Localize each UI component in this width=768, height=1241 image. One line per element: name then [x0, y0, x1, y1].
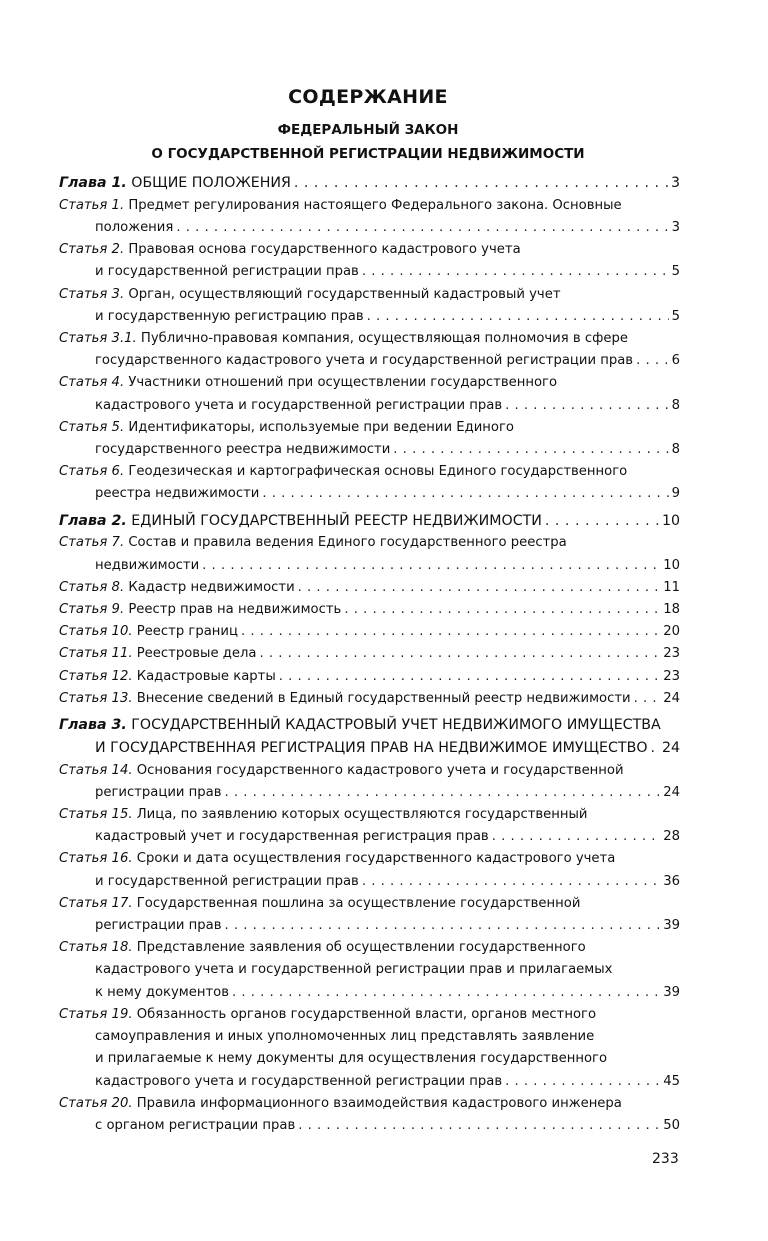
toc-article-entry[interactable]: [59, 666, 680, 688]
toc-entry-line: [59, 782, 680, 804]
toc-entry-line: [59, 284, 680, 306]
toc-entry-prefix: Статья 16.: [59, 851, 133, 867]
toc-article-entry[interactable]: [59, 848, 680, 892]
toc-entry-text: Публично-правовая компания, осуществляющая полномочия в сфере: [140, 331, 628, 347]
toc-page-number: 36: [663, 873, 680, 889]
toc-page-number: 23: [663, 668, 680, 684]
toc-entry-prefix: Статья 12.: [59, 668, 133, 684]
toc-entry-prefix: Статья 14.: [59, 762, 133, 778]
toc-entry-text: Правила информационного взаимодействия кадастрового инженера: [136, 1095, 622, 1111]
toc-entry-prefix: Статья 1.: [59, 197, 125, 213]
toc-entry-prefix: Статья 20.: [59, 1095, 133, 1111]
toc-entry-text: Идентификаторы, используемые при ведении Единого: [128, 419, 514, 435]
toc-entry-text: Реестр прав на недвижимость: [128, 602, 342, 618]
toc-entry-text: И ГОСУДАРСТВЕННАЯ РЕГИСТРАЦИЯ ПРАВ НА НЕДВИЖИМОЕ ИМУЩЕСТВО: [95, 739, 648, 756]
toc-entry-text: Обязанность органов государственной власти, органов местного: [136, 1006, 597, 1022]
toc-chapter-entry[interactable]: [59, 714, 680, 760]
toc-entry-prefix: Статья 3.1.: [59, 331, 137, 347]
toc-entry-line: [59, 737, 680, 760]
toc-entry-text: Лица, по заявлению которых осуществляются государственный: [136, 807, 588, 823]
toc-page-number: 39: [663, 984, 680, 1000]
toc-entry-line: [59, 483, 680, 505]
toc-article-entry[interactable]: [59, 937, 680, 1004]
toc-entry-text: ЕДИНЫЙ ГОСУДАРСТВЕННЫЙ РЕЕСТР НЕДВИЖИМОСТИ: [131, 512, 542, 529]
toc-article-entry[interactable]: [59, 760, 680, 804]
toc-page-number: 8: [671, 442, 680, 458]
toc-page-number: 45: [663, 1073, 680, 1089]
toc-entry-line: [59, 871, 680, 893]
toc-entry-line: [59, 261, 680, 283]
toc-page-number: 50: [663, 1117, 680, 1133]
toc-entry-line: [59, 417, 680, 439]
dot-leader: [545, 510, 659, 533]
toc-entry-line: [59, 510, 680, 533]
dot-leader: [262, 483, 668, 505]
toc-entry-line: [59, 982, 680, 1004]
toc-entry-line: [59, 714, 680, 737]
toc-entry-text: и государственную регистрацию прав: [95, 308, 364, 324]
toc-entry-line: [59, 532, 680, 554]
toc-page-number: 10: [661, 512, 680, 529]
toc-entry-prefix: Статья 6.: [59, 464, 125, 480]
toc-entry-text: Реестр границ: [136, 624, 238, 640]
toc-entry-text: Внесение сведений в Единый государственный реестр недвижимости: [136, 690, 631, 706]
toc-chapter-entry[interactable]: [59, 172, 680, 195]
toc-entry-prefix: Статья 10.: [59, 624, 133, 640]
dot-leader: [202, 555, 660, 577]
toc-entry-prefix: Статья 3.: [59, 286, 125, 302]
toc-entry-line: [59, 666, 680, 688]
toc-article-entry[interactable]: [59, 577, 680, 599]
toc-entry-text: Геодезическая и картографическая основы Единого государственного: [128, 464, 628, 480]
toc-entry-line: [59, 217, 680, 239]
toc-entry-text: самоуправления и иных уполномоченных лиц представлять заявление: [95, 1029, 595, 1045]
toc-entry-line: [59, 1026, 680, 1048]
toc-entry-text: Орган, осуществляющий государственный кадастровый учет: [128, 286, 561, 302]
toc-entry-line: [59, 599, 680, 621]
dot-leader: [232, 982, 660, 1004]
dot-leader: [505, 395, 668, 417]
toc-page-number: 8: [671, 397, 680, 413]
toc-entry-text: Состав и правила ведения Единого государственного реестра: [128, 535, 567, 551]
toc-page-number: 18: [663, 602, 680, 618]
toc-entry-text: Сроки и дата осуществления государственного кадастрового учета: [136, 851, 616, 867]
toc-entry-prefix: Глава 1.: [59, 175, 127, 191]
toc-entry-text: регистрации прав: [95, 784, 222, 800]
toc-entry-text: Правовая основа государственного кадастрового учета: [128, 242, 521, 258]
toc-entry-text: государственного реестра недвижимости: [95, 442, 391, 458]
toc-article-entry[interactable]: [59, 417, 680, 461]
toc-entry-line: [59, 688, 680, 710]
toc-page-number: 11: [663, 579, 680, 595]
dot-leader: [241, 621, 660, 643]
table-of-contents: [59, 172, 680, 1137]
toc-page-number: 5: [671, 308, 680, 324]
toc-entry-line: [59, 328, 680, 350]
toc-entry-prefix: Статья 9.: [59, 602, 125, 618]
toc-entry-line: [59, 306, 680, 328]
toc-entry-text: Реестровые дела: [136, 646, 257, 662]
dot-leader: [505, 1071, 660, 1093]
toc-entry-text: кадастрового учета и государственной регистрации прав: [95, 1073, 503, 1089]
toc-entry-line: [59, 555, 680, 577]
toc-entry-line: [59, 937, 680, 959]
toc-article-entry[interactable]: [59, 372, 680, 416]
toc-entry-text: регистрации прав: [95, 918, 222, 934]
dot-leader: [294, 172, 668, 195]
toc-page-number: 3: [671, 220, 680, 235]
toc-article-entry[interactable]: [59, 328, 680, 372]
toc-entry-line: [59, 915, 680, 937]
toc-entry-text: Кадастр недвижимости: [128, 579, 295, 595]
dot-leader: [634, 688, 661, 710]
toc-entry-text: кадастрового учета и государственной регистрации прав: [95, 397, 503, 413]
toc-entry-prefix: Статья 4.: [59, 375, 125, 391]
dot-leader: [393, 439, 668, 461]
toc-entry-line: [59, 239, 680, 261]
dot-leader: [636, 350, 669, 372]
toc-entry-text: Кадастровые карты: [136, 668, 276, 684]
toc-entry-text: Представление заявления об осуществлении государственного: [136, 940, 586, 956]
toc-article-entry[interactable]: [59, 1004, 680, 1093]
toc-article-entry[interactable]: [59, 532, 680, 576]
toc-entry-text: к нему документов: [95, 984, 229, 1000]
toc-article-entry[interactable]: [59, 195, 680, 239]
toc-entry-prefix: Статья 2.: [59, 242, 125, 258]
toc-entry-line: [59, 395, 680, 417]
dot-leader: [225, 782, 661, 804]
page-number: 233: [652, 1151, 679, 1167]
toc-entry-text: кадастрового учета и государственной регистрации прав и прилагаемых: [95, 962, 613, 978]
dot-leader: [362, 871, 660, 893]
dot-leader: [279, 666, 660, 688]
dot-leader: [225, 915, 661, 937]
toc-entry-line: [59, 621, 680, 643]
dot-leader: [298, 1115, 660, 1137]
toc-entry-line: [59, 643, 680, 665]
toc-entry-line: [59, 959, 680, 981]
dot-leader: [176, 217, 668, 239]
toc-article-entry[interactable]: [59, 804, 680, 848]
toc-entry-line: [59, 893, 680, 915]
toc-page-number: 5: [671, 264, 680, 280]
toc-page-number: 10: [663, 557, 680, 573]
toc-entry-prefix: Глава 2.: [59, 512, 127, 529]
toc-entry-prefix: Глава 3.: [59, 717, 127, 734]
toc-article-entry[interactable]: [59, 461, 680, 505]
toc-article-entry[interactable]: [59, 1093, 680, 1137]
toc-entry-prefix: Статья 8.: [59, 579, 125, 595]
toc-entry-text: и государственной регистрации прав: [95, 264, 359, 280]
toc-entry-line: [59, 1093, 680, 1115]
toc-entry-prefix: Статья 13.: [59, 690, 133, 706]
toc-page-number: 28: [663, 829, 680, 845]
dot-leader: [298, 577, 661, 599]
toc-entry-text: кадастровый учет и государственная регистрация прав: [95, 829, 489, 845]
toc-article-entry[interactable]: [59, 893, 680, 937]
toc-entry-line: [59, 172, 680, 195]
toc-article-entry[interactable]: [59, 621, 680, 643]
toc-entry-text: реестра недвижимости: [95, 486, 260, 502]
toc-entry-line: [59, 1071, 680, 1093]
toc-article-entry[interactable]: [59, 599, 680, 621]
toc-entry-line: [59, 804, 680, 826]
toc-page-number: 23: [663, 646, 680, 662]
toc-entry-prefix: Статья 19.: [59, 1006, 133, 1022]
toc-entry-text: и прилагаемые к нему документы для осуществления государственного: [95, 1051, 608, 1067]
toc-page-number: 9: [671, 486, 680, 502]
toc-entry-text: Основания государственного кадастрового учета и государственной: [136, 762, 624, 778]
toc-page-number: 20: [663, 624, 680, 640]
toc-page-number: 24: [663, 784, 680, 800]
toc-entry-prefix: Статья 11.: [59, 646, 133, 662]
toc-page-number: 24: [661, 739, 680, 756]
dot-leader: [362, 261, 669, 283]
toc-entry-prefix: Статья 7.: [59, 535, 125, 551]
toc-entry-line: [59, 372, 680, 394]
toc-entry-prefix: Статья 18.: [59, 940, 133, 956]
toc-entry-text: ОБЩИЕ ПОЛОЖЕНИЯ: [131, 175, 291, 191]
toc-entry-line: [59, 1004, 680, 1026]
toc-entry-line: [59, 1115, 680, 1137]
toc-entry-text: положения: [95, 220, 174, 235]
toc-article-entry[interactable]: [59, 239, 680, 283]
toc-entry-prefix: Статья 17.: [59, 895, 133, 911]
toc-entry-text: государственного кадастрового учета и государственной регистрации прав: [95, 353, 634, 369]
law-title-line1: ФЕДЕРАЛЬНЫЙ ЗАКОН: [277, 122, 459, 138]
toc-article-entry[interactable]: [59, 643, 680, 665]
toc-entry-line: [59, 826, 680, 848]
page-title: СОДЕРЖАНИЕ: [288, 86, 448, 108]
law-title-line2: О ГОСУДАРСТВЕННОЙ РЕГИСТРАЦИИ НЕДВИЖИМОСТИ: [151, 146, 585, 162]
toc-entry-line: [59, 439, 680, 461]
toc-entry-text: Предмет регулирования настоящего Федерального закона. Основные: [128, 197, 622, 213]
toc-entry-text: Государственная пошлина за осуществление государственной: [136, 895, 581, 911]
toc-page-number: 24: [663, 690, 680, 706]
toc-entry-prefix: Статья 5.: [59, 419, 125, 435]
toc-page-number: 6: [671, 353, 680, 369]
toc-entry-line: [59, 848, 680, 870]
toc-entry-text: Участники отношений при осуществлении государственного: [128, 375, 558, 391]
toc-entry-line: [59, 577, 680, 599]
toc-article-entry[interactable]: [59, 688, 680, 710]
toc-entry-line: [59, 195, 680, 217]
toc-entry-line: [59, 461, 680, 483]
toc-entry-line: [59, 1048, 680, 1070]
dot-leader: [344, 599, 660, 621]
dot-leader: [367, 306, 669, 328]
toc-page-number: 3: [670, 175, 680, 191]
toc-article-entry[interactable]: [59, 284, 680, 328]
toc-entry-line: [59, 350, 680, 372]
toc-entry-text: с органом регистрации прав: [95, 1117, 296, 1133]
toc-entry-text: ГОСУДАРСТВЕННЫЙ КАДАСТРОВЫЙ УЧЕТ НЕДВИЖИМОГО ИМУЩЕСТВА: [131, 717, 661, 734]
dot-leader: [260, 643, 661, 665]
dot-leader: [650, 737, 658, 760]
toc-page-number: 39: [663, 918, 680, 934]
toc-entry-line: [59, 760, 680, 782]
toc-entry-prefix: Статья 15.: [59, 807, 133, 823]
toc-entry-text: и государственной регистрации прав: [95, 873, 359, 889]
dot-leader: [492, 826, 661, 848]
toc-chapter-entry[interactable]: [59, 510, 680, 533]
toc-entry-text: недвижимости: [95, 557, 200, 573]
